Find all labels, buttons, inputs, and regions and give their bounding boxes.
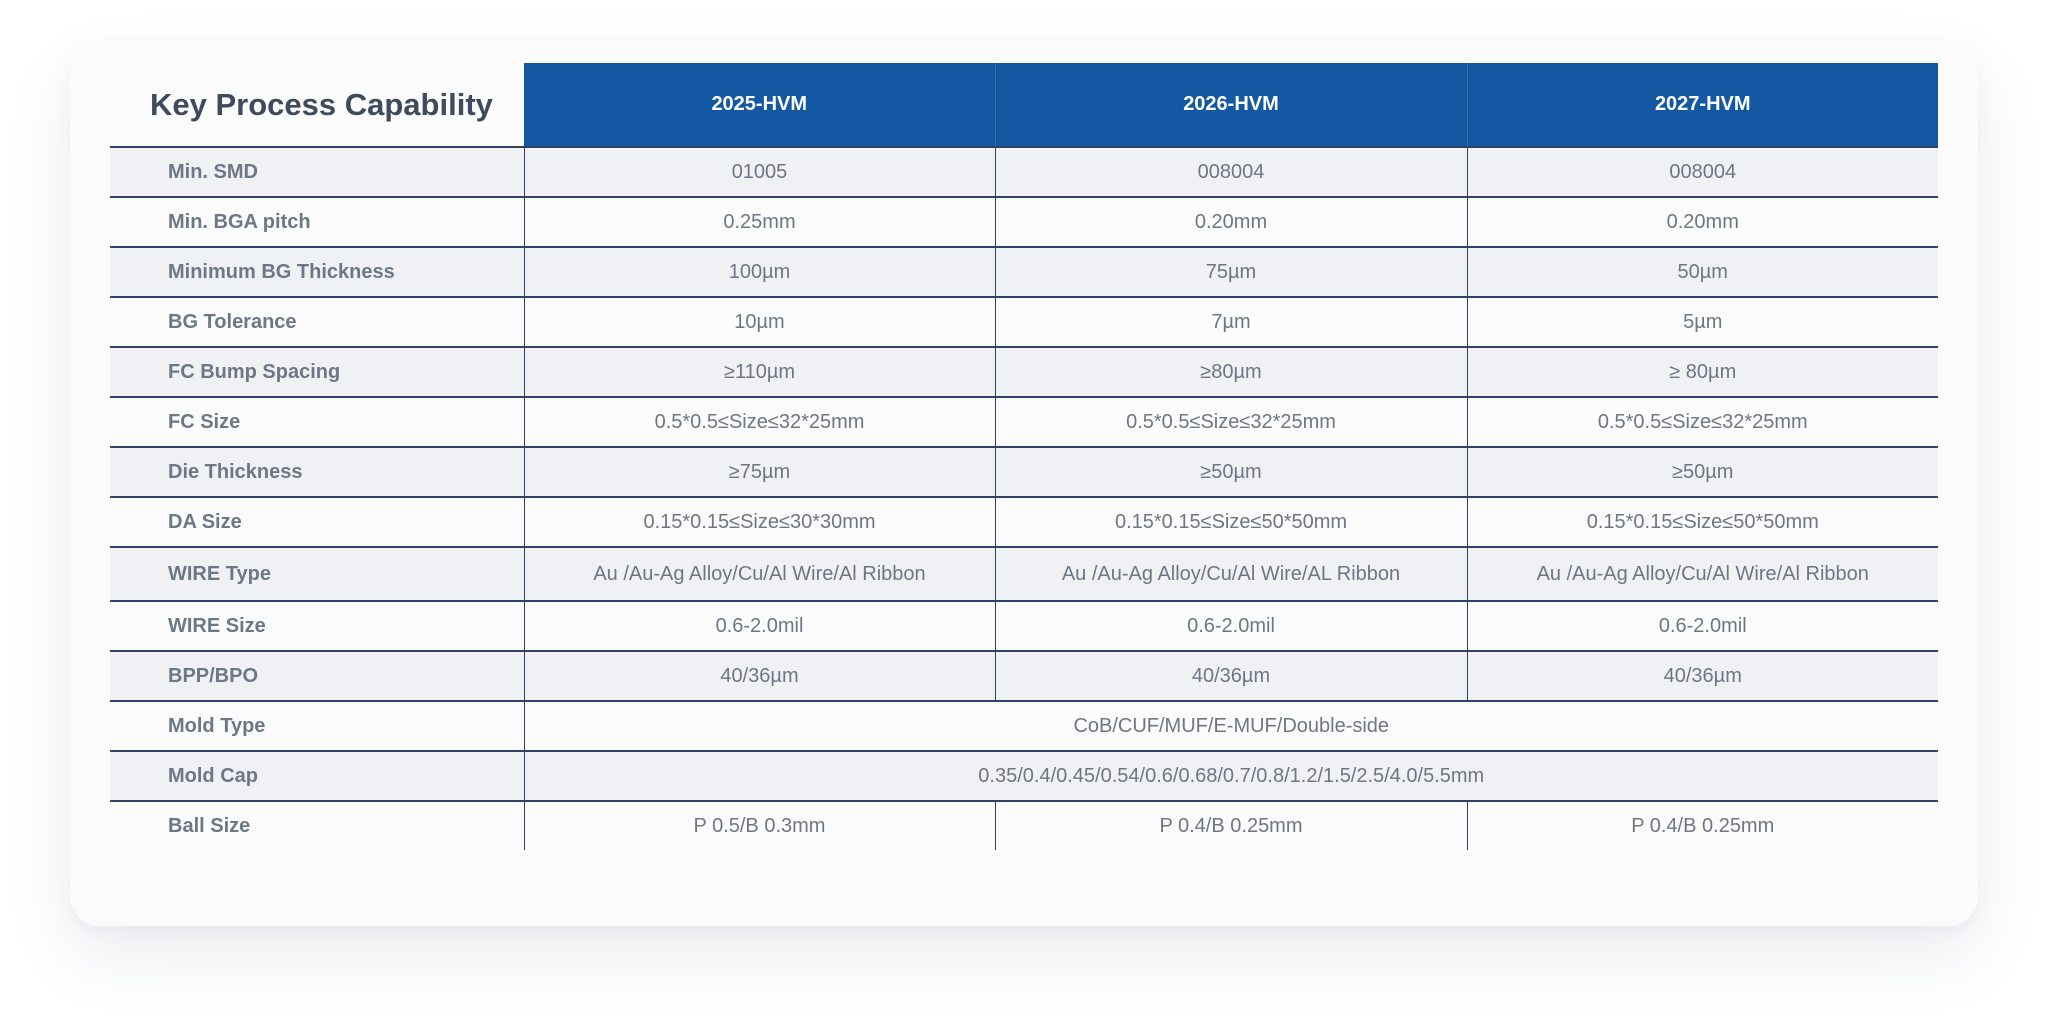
- table-row: [110, 397, 1938, 447]
- table-cell: Au /Au-Ag Alloy/Cu/Al Wire/Al Ribbon: [1467, 547, 1938, 601]
- row-label: FC Bump Spacing: [110, 347, 524, 397]
- row-label: Mold Type: [110, 701, 524, 751]
- table-cell: P 0.4/B 0.25mm: [1467, 801, 1938, 850]
- table-title: Key Process Capability: [110, 63, 524, 147]
- column-header-2026: 2026-HVM: [995, 63, 1467, 147]
- row-label: Minimum BG Thickness: [110, 247, 524, 297]
- table-cell: 7µm: [995, 297, 1467, 347]
- table-cell: ≥110µm: [524, 347, 995, 397]
- row-label: BPP/BPO: [110, 651, 524, 701]
- table-cell: 008004: [1467, 147, 1938, 197]
- table-cell: 0.6-2.0mil: [524, 601, 995, 651]
- table-row: [110, 547, 1938, 601]
- table-row: [110, 801, 1938, 850]
- column-header-2025: 2025-HVM: [524, 63, 995, 147]
- row-label: DA Size: [110, 497, 524, 547]
- table-row: [110, 751, 1938, 801]
- table-cell: Au /Au-Ag Alloy/Cu/Al Wire/Al Ribbon: [524, 547, 995, 601]
- table-cell: 5µm: [1467, 297, 1938, 347]
- row-label: Mold Cap: [110, 751, 524, 801]
- table-header-row: [110, 63, 1938, 147]
- table-cell: 0.15*0.15≤Size≤50*50mm: [1467, 497, 1938, 547]
- table-cell: 10µm: [524, 297, 995, 347]
- table-row: [110, 147, 1938, 197]
- column-header-2027: 2027-HVM: [1467, 63, 1938, 147]
- table-row: [110, 497, 1938, 547]
- table-cell: 0.15*0.15≤Size≤30*30mm: [524, 497, 995, 547]
- row-label: BG Tolerance: [110, 297, 524, 347]
- table-cell: 008004: [995, 147, 1467, 197]
- table-row: [110, 447, 1938, 497]
- table-cell: 0.5*0.5≤Size≤32*25mm: [1467, 397, 1938, 447]
- table-cell: 40/36µm: [995, 651, 1467, 701]
- row-label: FC Size: [110, 397, 524, 447]
- table-cell: 0.25mm: [524, 197, 995, 247]
- row-label: WIRE Size: [110, 601, 524, 651]
- table-cell: 0.15*0.15≤Size≤50*50mm: [995, 497, 1467, 547]
- table-cell: ≥ 80µm: [1467, 347, 1938, 397]
- table-cell: ≥50µm: [995, 447, 1467, 497]
- table-cell: 40/36µm: [524, 651, 995, 701]
- table-row: [110, 197, 1938, 247]
- table-row: [110, 701, 1938, 751]
- row-label: WIRE Type: [110, 547, 524, 601]
- table-cell: 0.5*0.5≤Size≤32*25mm: [524, 397, 995, 447]
- row-label: Die Thickness: [110, 447, 524, 497]
- row-label: Min. BGA pitch: [110, 197, 524, 247]
- table-cell-merged: 0.35/0.4/0.45/0.54/0.6/0.68/0.7/0.8/1.2/1.5/2.5/4.0/5.5mm: [524, 751, 1938, 801]
- table-row: [110, 247, 1938, 297]
- capability-table: [110, 63, 1938, 850]
- table-cell: P 0.4/B 0.25mm: [995, 801, 1467, 850]
- row-label: Ball Size: [110, 801, 524, 850]
- table-cell: 0.20mm: [995, 197, 1467, 247]
- table-row: [110, 601, 1938, 651]
- table-row: [110, 651, 1938, 701]
- table-cell: 100µm: [524, 247, 995, 297]
- table-cell: ≥75µm: [524, 447, 995, 497]
- table-cell: ≥50µm: [1467, 447, 1938, 497]
- table-cell: 0.6-2.0mil: [995, 601, 1467, 651]
- row-label: Min. SMD: [110, 147, 524, 197]
- table-cell: 0.20mm: [1467, 197, 1938, 247]
- table-cell-merged: CoB/CUF/MUF/E-MUF/Double-side: [524, 701, 1938, 751]
- table-row: [110, 347, 1938, 397]
- table-cell: 0.6-2.0mil: [1467, 601, 1938, 651]
- table-cell: 75µm: [995, 247, 1467, 297]
- table-cell: Au /Au-Ag Alloy/Cu/Al Wire/AL Ribbon: [995, 547, 1467, 601]
- table-cell: ≥80µm: [995, 347, 1467, 397]
- table-cell: 40/36µm: [1467, 651, 1938, 701]
- table-cell: 0.5*0.5≤Size≤32*25mm: [995, 397, 1467, 447]
- table-cell: 50µm: [1467, 247, 1938, 297]
- table-cell: 01005: [524, 147, 995, 197]
- table-row: [110, 297, 1938, 347]
- table-cell: P 0.5/B 0.3mm: [524, 801, 995, 850]
